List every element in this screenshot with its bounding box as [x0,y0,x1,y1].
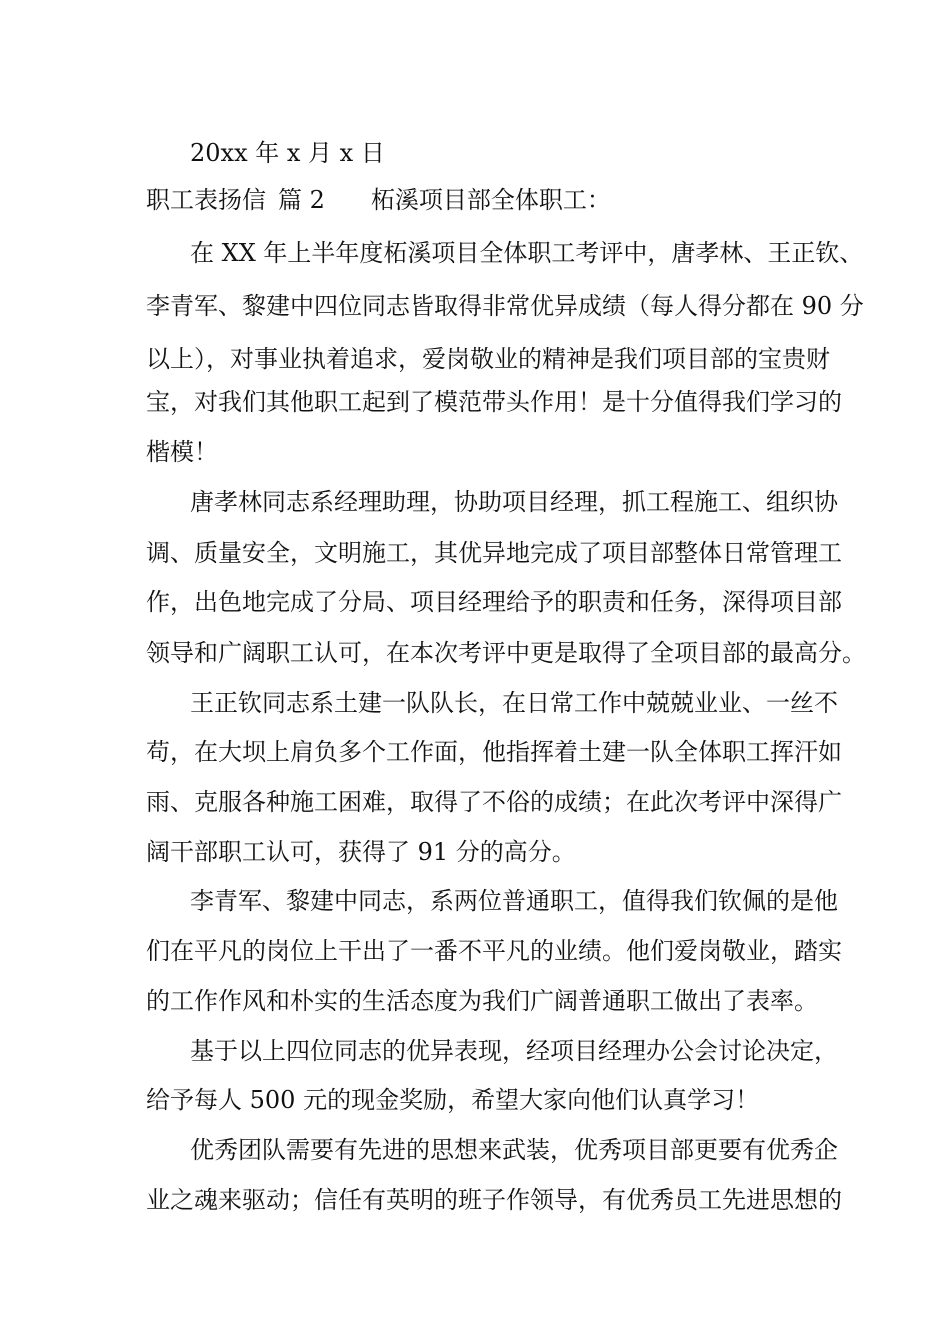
paragraph-line: 调、质量安全，文明施工，其优异地完成了项目部整体日常管理工 [146,539,842,567]
paragraph-line: 基于以上四位同志的优异表现，经项目经理办公会讨论决定， [190,1037,838,1065]
paragraph-line: 宝，对我们其他职工起到了模范带头作用！是十分值得我们学习的 [146,388,842,416]
paragraph-line: 唐孝林同志系经理助理，协助项目经理，抓工程施工、组织协 [190,488,838,516]
part-label: 篇 2 [278,186,325,214]
paragraph-line: 在 XX 年上半年度柘溪项目全体职工考评中，唐孝林、王正钦、 [190,239,864,267]
letter-title: 职工表扬信 [146,186,266,214]
paragraph-line: 楷模！ [146,438,218,466]
paragraph-line: 优秀团队需要有先进的思想来武装，优秀项目部更要有优秀企 [190,1136,838,1164]
paragraph-line: 李青军、黎建中四位同志皆取得非常优异成绩（每人得分都在 90 分 [146,292,864,320]
heading-row [146,184,806,216]
paragraph-line: 们在平凡的岗位上干出了一番不平凡的业绩。他们爱岗敬业，踏实 [146,937,842,965]
paragraph-line: 作，出色地完成了分局、项目经理给予的职责和任务，深得项目部 [146,588,842,616]
paragraph-line: 给予每人 500 元的现金奖励，希望大家向他们认真学习！ [146,1086,760,1114]
paragraph-line: 的工作作风和朴实的生活态度为我们广阔普通职工做出了表率。 [146,987,818,1015]
salutation: 柘溪项目部全体职工： [370,186,611,214]
paragraph-line: 业之魂来驱动；信任有英明的班子作领导，有优秀员工先进思想的 [146,1186,842,1214]
date-line: 20xx 年 x 月 x 日 [190,139,385,167]
paragraph-line: 雨、克服各种施工困难，取得了不俗的成绩；在此次考评中深得广 [146,788,842,816]
paragraph-line: 以上），对事业执着追求，爱岗敬业的精神是我们项目部的宝贵财 [146,345,830,373]
paragraph-line: 王正钦同志系土建一队队长，在日常工作中兢兢业业、一丝不 [190,689,838,717]
paragraph-line: 李青军、黎建中同志，系两位普通职工，值得我们钦佩的是他 [190,887,838,915]
paragraph-line: 领导和广阔职工认可，在本次考评中更是取得了全项目部的最高分。 [146,639,866,667]
paragraph-line: 苟，在大坝上肩负多个工作面，他指挥着土建一队全体职工挥汗如 [146,738,842,766]
paragraph-line: 阔干部职工认可，获得了 91 分的高分。 [146,838,576,866]
